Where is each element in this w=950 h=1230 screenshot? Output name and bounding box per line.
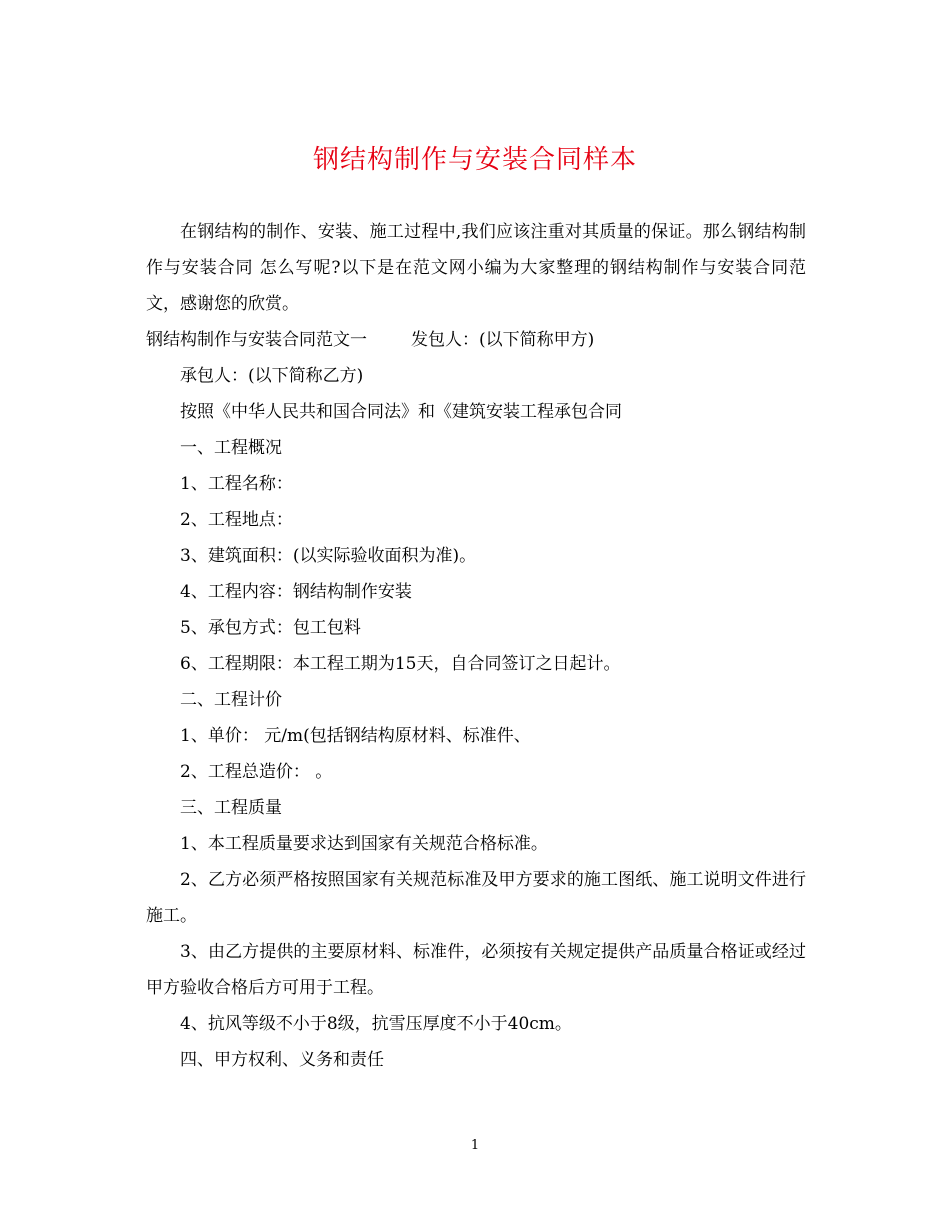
quality-item: 2、乙方必须严格按照国家有关规范标准及甲方要求的施工图纸、施工说明文件进行施工。 xyxy=(146,870,806,926)
sample-heading: 钢结构制作与安装合同范文一 xyxy=(146,330,367,350)
pricing-item: 1、单价： 元/m(包括钢结构原材料、标准件、 xyxy=(180,726,531,746)
party-a: 发包人：(以下简称甲方) xyxy=(411,330,595,350)
overview-item: 1、工程名称： xyxy=(180,474,293,494)
section-heading-quality: 三、工程质量 xyxy=(180,798,282,818)
party-b: 承包人：(以下简称乙方) xyxy=(180,366,364,386)
overview-item: 4、工程内容：钢结构制作安装 xyxy=(180,582,412,602)
page-number: 1 xyxy=(470,1138,480,1153)
sample-heading-line xyxy=(146,322,806,358)
overview-item: 2、工程地点： xyxy=(180,510,293,530)
section-heading-pricing: 二、工程计价 xyxy=(180,690,282,710)
overview-item: 3、建筑面积：(以实际验收面积为准)。 xyxy=(180,546,477,566)
overview-item: 6、工程期限：本工程工期为15天，自合同签订之日起计。 xyxy=(180,654,621,674)
document-body xyxy=(146,214,806,1078)
pricing-item: 2、工程总造价： 。 xyxy=(180,762,333,782)
document-title: 钢结构制作与安装合同样本 xyxy=(312,145,637,175)
quality-item: 3、由乙方提供的主要原材料、标准件，必须按有关规定提供产品质量合格证或经过甲方验收合格后方可用于工程。 xyxy=(146,942,806,998)
intro-paragraph: 在钢结构的制作、安装、施工过程中,我们应该注重对其质量的保证。那么钢结构制作与安装合同 怎么写呢?以下是在范文网小编为大家整理的钢结构制作与安装合同范文，感谢您的欣赏。 xyxy=(146,222,806,314)
section-heading-party-a-rights: 四、甲方权利、义务和责任 xyxy=(180,1050,384,1070)
quality-item: 4、抗风等级不小于8级，抗雪压厚度不小于40cm。 xyxy=(180,1014,572,1034)
section-heading-overview: 一、工程概况 xyxy=(180,438,282,458)
overview-item: 5、承包方式：包工包料 xyxy=(180,618,361,638)
quality-item: 1、本工程质量要求达到国家有关规范合格标准。 xyxy=(180,834,548,854)
contract-basis: 按照《中华人民共和国合同法》和《建筑安装工程承包合同 xyxy=(180,402,622,422)
